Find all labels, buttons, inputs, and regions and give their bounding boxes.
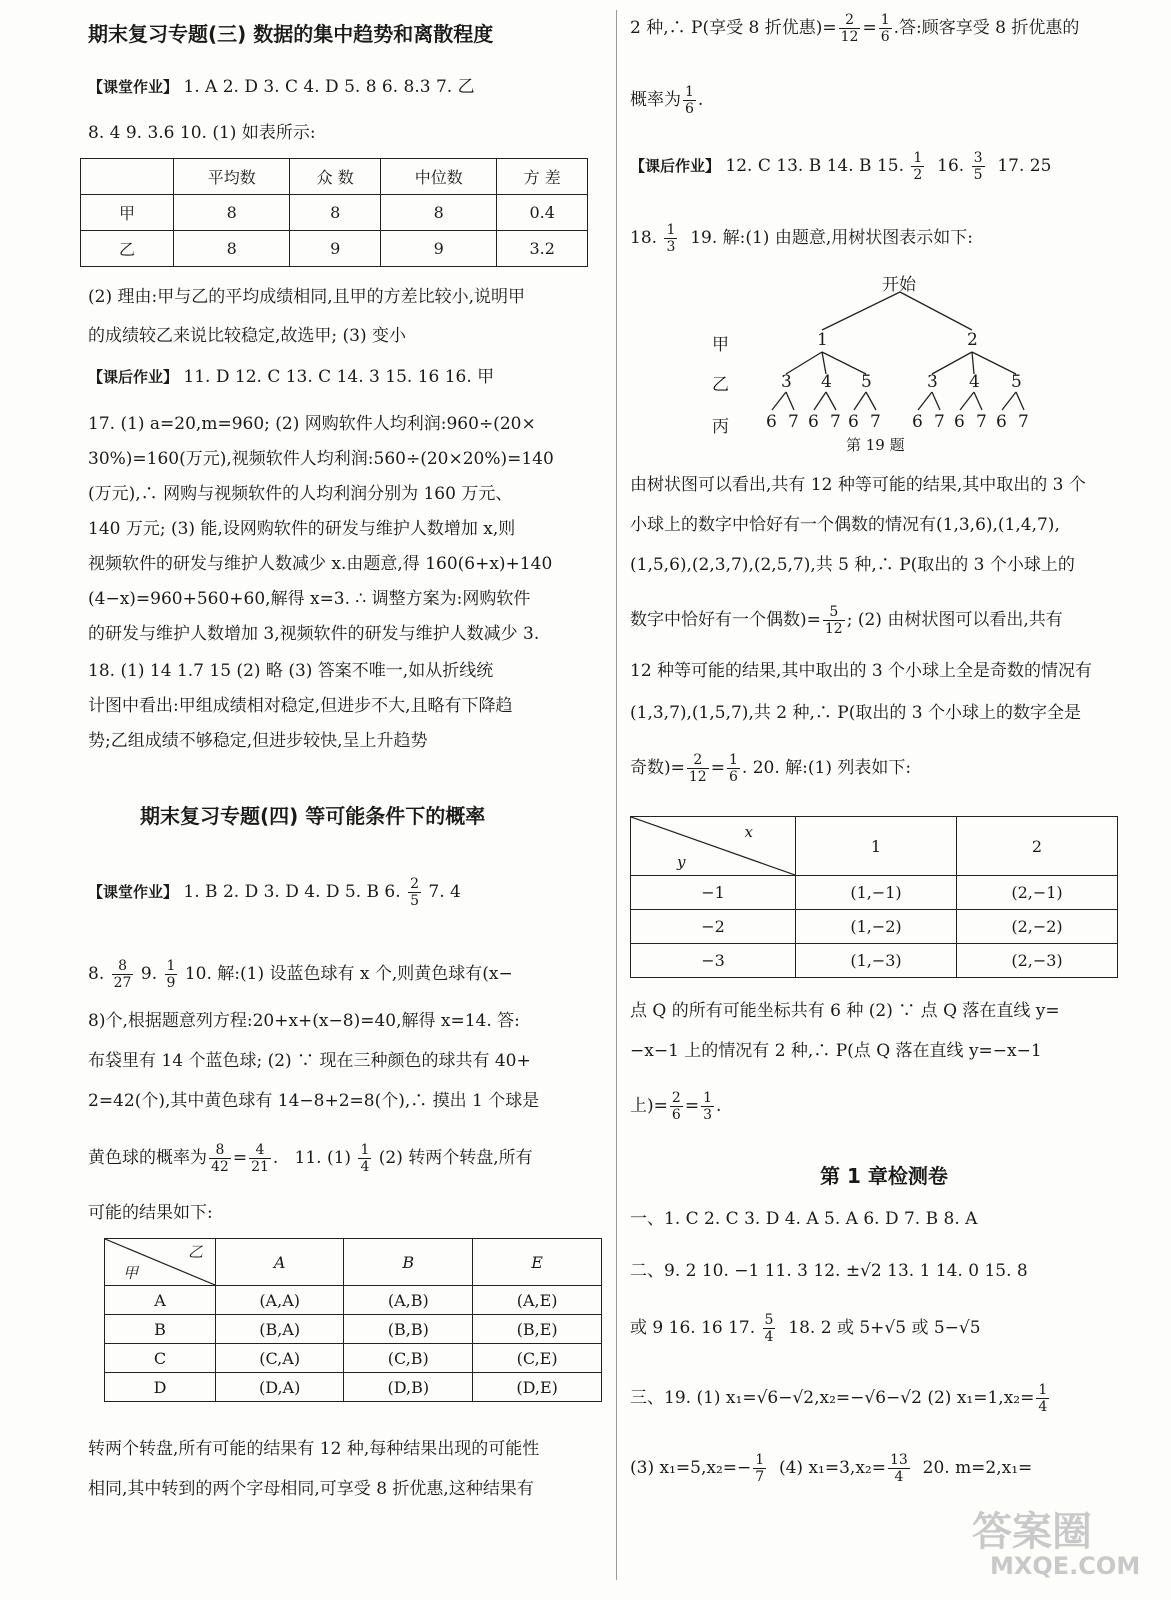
answer-line: 18. (1) 14 1.7 15 (2) 略 (3) 答案不唯一,如从折线统 [88, 661, 494, 681]
tree-caption: 第 19 题 [846, 436, 905, 454]
fraction: $\frac{1}{4}$ [1038, 1382, 1048, 1415]
r-line-prob2: 奇数)= $\frac{2}{12}$ = $\frac{1}{6}$ . 20. 解:(1) 列表如下: [630, 752, 912, 785]
tree-leaf: 7 [788, 412, 799, 432]
c-line-5: (3) x₁=5,x₂=− $\frac{1}{7}$ (4) x₁=3,x₂= $\frac{13}{4}$ 20. m=2,x₁= [630, 1452, 1033, 1485]
r-line-1: 2 种,∴ P(享受 8 折优惠)= $\frac{2}{12}$ = $\frac{1}{6}$ .答:顾客享受 8 折优惠的 [630, 12, 1080, 45]
column-divider [616, 10, 617, 1580]
answer-line: 17. (1) a=20,m=960; (2) 网购软件人均利润:960÷(20× [88, 414, 536, 434]
answer-line: 140 万元; (3) 能,设网购软件的研发与维护人数增加 x,则 [88, 519, 516, 539]
tree-leaf: 6 [766, 412, 777, 432]
tree-leaf: 7 [870, 412, 881, 432]
tree-leaf: 6 [996, 412, 1007, 432]
answer-line: 小球上的数字中恰好有一个偶数的情况有(1,3,6),(1,4,7), [630, 515, 1060, 535]
fraction: $\frac{1}{6}$ [880, 12, 890, 45]
tree-leaf: 7 [830, 412, 841, 432]
table-row: B (B,A) (B,B) (B,E) [105, 1315, 602, 1344]
answer-line: (万元),∴ 网购与视频软件的人均利润分别为 160 万元、 [88, 484, 513, 504]
fraction: $\frac{8}{42}$ [211, 1142, 229, 1175]
table-row: −3 (1,−3) (2,−3) [631, 944, 1118, 978]
tree-leaf: 6 [954, 412, 965, 432]
s3-homework: 【课后作业】 11. D 12. C 13. C 14. 3 15. 16 16. 甲 [88, 367, 495, 387]
answer-line: 的成绩较乙来说比较稳定,故选甲; (3) 变小 [88, 326, 407, 346]
table-variance [80, 158, 588, 267]
answer-line: (2) 理由:甲与乙的平均成绩相同,且甲的方差比较小,说明甲 [88, 287, 526, 307]
answer-line: 的研发与维护人数增加 3,视频软件的研发与维护人数减少 3. [88, 624, 540, 644]
answer-line: 8)个,根据题意列方程:20+x+(x−8)=40,解得 x=14. 答: [88, 1011, 520, 1031]
r-line-2: 概率为 $\frac{1}{6}$ . [630, 84, 704, 117]
s4-probability-line: 黄色球的概率为 $\frac{8}{42}$ = $\frac{4}{21}$ . 11. (1) $\frac{1}{4}$ (2) 转两个转盘,所有 [88, 1142, 533, 1175]
table-header-row: 平均数 众 数 中位数 方 差 [81, 159, 588, 195]
c-line-3: 或 9 16. 16 17. $\frac{5}{4}$ 18. 2 或 5+√5 或 5−√5 [630, 1312, 981, 1345]
s3-class-work: 【课堂作业】 1. A 2. D 3. C 4. D 5. 8 6. 8.3 7. 乙 [88, 77, 475, 97]
s4-class-work: 【课堂作业】 1. B 2. D 3. D 4. D 5. B 6. $\frac{2}{5}$ 7. 4 [88, 876, 461, 909]
tree-node: 4 [821, 372, 832, 392]
tree-row-label: 甲 [712, 335, 729, 355]
s3-line-2: 8. 4 9. 3.6 10. (1) 如表所示: [88, 123, 316, 143]
answer-line: −x−1 上的情况有 2 种,∴ P(点 Q 落在直线 y=−x−1 [630, 1041, 1042, 1061]
tree-node: 2 [967, 330, 978, 350]
table-row: 乙 8 9 9 3.2 [81, 231, 588, 267]
tree-node: 5 [1011, 372, 1022, 392]
answer-line: 点 Q 的所有可能坐标共有 6 种 (2) ∵ 点 Q 落在直线 y= [630, 1001, 1060, 1021]
answer-line: 30%)=160(万元),视频软件人均利润:560÷(20×20%)=140 [88, 449, 554, 469]
fraction: $\frac{2}{12}$ [840, 12, 859, 45]
answer-line: (1,3,7),(1,5,7),共 2 种,∴ P(取出的 3 个小球上的数字全是 [630, 703, 1081, 723]
r-line-prob1: 数字中恰好有一个偶数)= $\frac{5}{12}$ ; (2) 由树状图可以看出,共有 [630, 604, 1063, 637]
tree-leaf: 7 [976, 412, 987, 432]
table-row: −2 (1,−2) (2,−2) [631, 910, 1118, 944]
table-row: D (D,A) (D,B) (D,E) [105, 1373, 602, 1402]
fraction: $\frac{1}{2}$ [913, 150, 923, 183]
tree-leaf: 6 [848, 412, 859, 432]
fraction: $\frac{2}{5}$ [410, 876, 419, 909]
fraction: $\frac{2}{12}$ [688, 752, 707, 785]
answer-line: 一、1. C 2. C 3. D 4. A 5. A 6. D 7. B 8. A [630, 1209, 978, 1229]
answer-line: 视频软件的研发与维护人数减少 x.由题意,得 160(6+x)+140 [88, 554, 553, 574]
fraction: $\frac{2}{6}$ [671, 1090, 681, 1123]
fraction: $\frac{1}{9}$ [166, 958, 176, 991]
table-row: −1 (1,−1) (2,−1) [631, 876, 1118, 910]
watermark-url: MXQE.COM [990, 1552, 1141, 1580]
table-row: C (C,A) (C,B) (C,E) [105, 1344, 602, 1373]
tree-leaf: 7 [1018, 412, 1029, 432]
tree-node: 4 [969, 372, 980, 392]
fraction: $\frac{5}{12}$ [824, 604, 843, 637]
tree-node: 5 [861, 372, 872, 392]
tree-leaf: 7 [934, 412, 945, 432]
tree-diagram [690, 268, 1110, 458]
fraction: $\frac{1}{4}$ [360, 1142, 370, 1175]
fraction: $\frac{5}{4}$ [764, 1312, 774, 1345]
answer-line: 势;乙组成绩不够稳定,但进步较快,呈上升趋势 [88, 731, 428, 751]
r-homework: 【课后作业】 12. C 13. B 14. B 15. $\frac{1}{2}$ 16. $\frac{3}{5}$ 17. 25 [630, 150, 1052, 183]
answer-line: (4−x)=960+560+60,解得 x=3. ∴ 调整方案为:网购软件 [88, 589, 531, 609]
r-line-prob3: 上)= $\frac{2}{6}$ = $\frac{1}{3}$ . [630, 1090, 722, 1123]
table-corner-cell: 乙 甲 [105, 1239, 216, 1286]
chapter-1-heading: 第 1 章检测卷 [820, 1164, 948, 1188]
r-q18-q19: 18. $\frac{1}{3}$ 19. 解:(1) 由题意,用树状图表示如下: [630, 222, 973, 255]
tree-node: 1 [817, 330, 828, 350]
tree-lines [690, 268, 1110, 458]
fraction: $\frac{8}{27}$ [113, 958, 132, 991]
answer-line: 二、9. 2 10. −1 11. 3 12. ±√2 13. 1 14. 0 15. 8 [630, 1261, 1028, 1281]
table-header-row: 乙 甲 A B E [105, 1239, 602, 1286]
table-corner-cell: x y [631, 817, 796, 876]
section-4-heading: 期末复习专题(四) 等可能条件下的概率 [140, 804, 486, 828]
tree-leaf: 6 [912, 412, 923, 432]
table-spinner-outcomes [104, 1238, 602, 1402]
answer-line: 计图中看出:甲组成绩相对稳定,但进步不大,且略有下降趋 [88, 696, 513, 716]
answer-line: 可能的结果如下: [88, 1203, 213, 1223]
tree-row-label: 乙 [712, 375, 729, 395]
fraction: $\frac{1}{6}$ [728, 752, 738, 785]
answer-line: 2=42(个),其中黄色球有 14−8+2=8(个),∴ 摸出 1 个球是 [88, 1091, 540, 1111]
tree-leaf: 6 [808, 412, 819, 432]
table-row: 甲 8 8 8 0.4 [81, 195, 588, 231]
answer-line: 12 种等可能的结果,其中取出的 3 个小球上全是奇数的情况有 [630, 661, 1093, 681]
fraction: $\frac{13}{4}$ [889, 1452, 908, 1485]
c-line-4: 三、19. (1) x₁=√6−√2,x₂=−√6−√2 (2) x₁=1,x₂= $\frac{1}{4}$ [630, 1382, 1048, 1415]
tree-row-label: 丙 [712, 417, 729, 437]
fraction: $\frac{1}{7}$ [755, 1452, 765, 1485]
fraction: $\frac{3}{5}$ [973, 150, 983, 183]
section-3-heading: 期末复习专题(三) 数据的集中趋势和离散程度 [88, 22, 494, 46]
fraction: $\frac{1}{3}$ [703, 1090, 712, 1123]
table-coordinates [630, 816, 1118, 978]
fraction: $\frac{1}{6}$ [685, 84, 694, 117]
watermark-logo: 答案圈 [972, 1509, 1092, 1555]
answer-line: 布袋里有 14 个蓝色球; (2) ∵ 现在三种颜色的球共有 40+ [88, 1051, 531, 1071]
answer-line: 相同,其中转到的两个字母相同,可享受 8 折优惠,这种结果有 [88, 1479, 534, 1499]
answer-line: 由树状图可以看出,共有 12 种等可能的结果,其中取出的 3 个 [630, 475, 1086, 495]
answer-line: (1,5,6),(2,3,7),(2,5,7),共 5 种,∴ P(取出的 3 个小球上的 [630, 555, 1075, 575]
s4-line-2: 8. $\frac{8}{27}$ 9. $\frac{1}{9}$ 10. 解:(1) 设蓝色球有 x 个,则黄色球有(x− [88, 958, 513, 991]
fraction: $\frac{1}{3}$ [666, 222, 676, 255]
tree-node: 3 [781, 372, 792, 392]
fraction: $\frac{4}{21}$ [251, 1142, 269, 1175]
table-row: A (A,A) (A,B) (A,E) [105, 1286, 602, 1315]
answer-line: 转两个转盘,所有可能的结果有 12 种,每种结果出现的可能性 [88, 1439, 540, 1459]
table-header-row: x y 1 2 [631, 817, 1118, 876]
tree-node: 3 [927, 372, 938, 392]
tree-start-label: 开始 [882, 275, 916, 295]
